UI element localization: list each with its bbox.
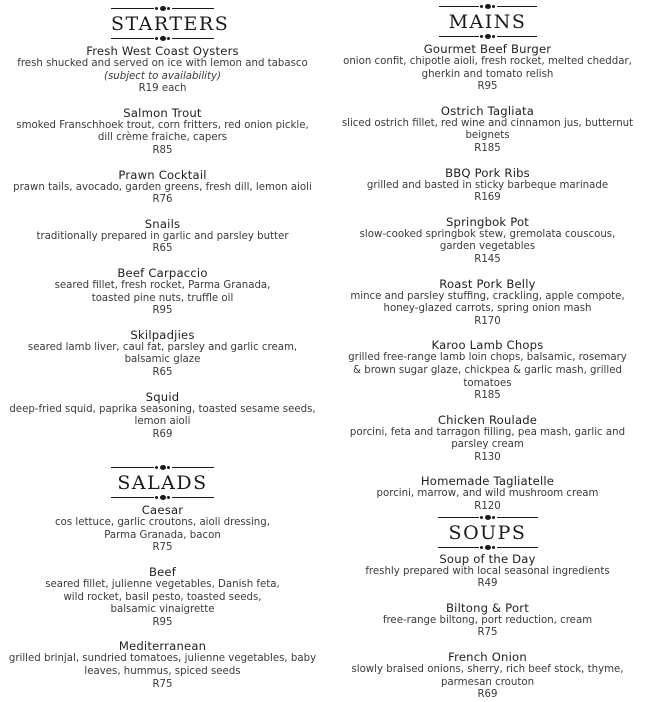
item-description: parmesan crouton [440, 676, 535, 688]
item-description: balsamic glaze [124, 354, 201, 366]
item-description: onion confit, chipotle aioli, fresh rocket, melted cheddar, [343, 56, 632, 67]
item-description: wild rocket, basil pesto, toasted seeds, [63, 591, 262, 603]
section-title-salads: SALADS [117, 472, 208, 495]
item-price: R69 [152, 428, 173, 440]
item-description: seared fillet, fresh rocket, Parma Granada, [54, 279, 271, 291]
mains-header [439, 4, 537, 39]
item-price: R95 [477, 81, 498, 93]
item-description: honey-glazed carrots, spring onion mash [383, 303, 592, 315]
starters-header [111, 6, 230, 41]
left-column [0, 0, 325, 691]
item-price: R65 [152, 366, 173, 378]
item-price: R75 [152, 678, 173, 690]
item-description: toasted pine nuts, truffle oil [91, 292, 234, 304]
item-price: R185 [474, 142, 501, 154]
item-name: Squid [145, 389, 180, 404]
section-title-soups: SOUPS [448, 521, 527, 544]
item-name: Salmon Trout [123, 105, 202, 120]
item-description: seared fillet, julienne vegetables, Danish feta, [45, 579, 280, 591]
item-price: R19 each [138, 83, 187, 95]
item-price: R185 [474, 390, 501, 402]
item-price: R95 [152, 305, 173, 317]
item-price: R49 [477, 578, 498, 590]
item-name: French Onion [448, 650, 527, 665]
menu-item-chicken-roulade [325, 413, 650, 465]
soups-header [438, 515, 538, 550]
item-price: R170 [474, 315, 501, 327]
ornament-divider [111, 6, 214, 11]
menu-item-mediterranean [0, 639, 325, 691]
item-price: R69 [477, 689, 498, 701]
item-description: gherkin and tomato relish [421, 68, 554, 80]
item-name: Homemade Tagliatelle [420, 474, 555, 489]
item-description: slowly braised onions, sherry, rich beef stock, thyme, [351, 664, 624, 676]
item-description: deep-fried squid, paprika seasoning, toasted sesame seeds, [9, 403, 316, 415]
item-description: porcini, feta and tarragon filling, pea mash, garlic and [349, 426, 626, 438]
item-description: freshly prepared with local seasonal ingredients [365, 565, 610, 577]
item-description: fresh shucked and served on ice with lemon and tabasco [17, 58, 308, 69]
menu-item-homemade-tagliatelle [325, 474, 650, 513]
item-name: Prawn Cocktail [118, 167, 207, 182]
menu-item-fresh-west-coast-oysters [0, 44, 325, 96]
item-name: Karoo Lamb Chops [431, 338, 544, 353]
menu-item-squid [0, 390, 325, 442]
item-name: BBQ Pork Ribs [445, 165, 530, 180]
item-name: Mediterranean [118, 639, 207, 654]
ornament-divider [111, 36, 214, 41]
ornament-divider [438, 545, 538, 550]
menu-item-karoo-lamb-chops [325, 338, 650, 402]
item-price: R75 [477, 627, 498, 639]
menu-item-ostrich-tagliata [325, 104, 650, 156]
item-description: garden vegetables [439, 241, 536, 253]
item-name: Skilpadjies [130, 327, 195, 342]
ornament-divider [111, 495, 214, 500]
menu-item-roast-pork-belly [325, 277, 650, 329]
menu-item-french-onion [325, 650, 650, 702]
menu-item-bbq-pork-ribs [325, 166, 650, 205]
menu-item-salmon-trout [0, 106, 325, 158]
item-price: R169 [474, 192, 501, 204]
item-name: Roast Pork Belly [439, 276, 536, 291]
item-description: free-range biltong, port reduction, cream [382, 614, 593, 626]
item-price: R65 [152, 243, 173, 255]
item-description: seared lamb liver, caul fat, parsley and garlic cream, [27, 341, 298, 353]
item-description: leaves, hummus, spiced seeds [84, 666, 241, 678]
item-description: porcini, marrow, and wild mushroom cream [376, 488, 599, 500]
item-name: Ostrich Tagliata [440, 103, 535, 118]
item-price: R75 [152, 542, 173, 554]
item-description: cos lettuce, garlic croutons, aioli dressing, [55, 517, 270, 529]
menu-item-snails [0, 217, 325, 256]
item-price: R95 [152, 616, 173, 628]
item-name: Biltong & Port [446, 600, 529, 615]
item-price: R130 [474, 451, 501, 463]
item-name: Gourmet Beef Burger [423, 42, 552, 56]
item-name: Caesar [141, 503, 184, 518]
menu-item-biltong-and-port [325, 601, 650, 640]
item-description: tomatoes [463, 377, 512, 389]
right-column [325, 0, 650, 702]
menu-item-springbok-pot [325, 215, 650, 267]
menu-item-beef-salad [0, 565, 325, 629]
item-description: grilled free-range lamb loin chops, balsamic, rosemary [348, 352, 627, 364]
item-name: Beef [148, 565, 177, 580]
ornament-divider [439, 34, 537, 39]
menu-item-prawn-cocktail [0, 168, 325, 207]
menu-item-gourmet-beef-burger [325, 42, 650, 94]
item-description: parsley cream [451, 439, 524, 451]
menu-item-caesar [0, 503, 325, 555]
item-description: dill crème fraiche, capers [97, 132, 228, 144]
item-description: mince and parsley stuffing, crackling, apple compote, [350, 290, 625, 302]
ornament-divider [439, 4, 537, 9]
item-price: R85 [152, 144, 173, 156]
menu-item-soup-of-the-day [325, 552, 650, 591]
item-description: & brown sugar glaze, chickpea & garlic mash, grilled [353, 364, 622, 376]
menu-item-skilpadjies [0, 328, 325, 380]
item-description: traditionally prepared in garlic and parsley butter [36, 230, 289, 242]
item-name: Springbok Pot [445, 214, 530, 229]
item-description: prawn tails, avocado, garden greens, fresh dill, lemon aioli [13, 181, 312, 193]
item-price: R120 [474, 501, 501, 513]
item-description: smoked Franschhoek trout, corn fritters, red onion pickle, [16, 119, 309, 131]
item-description: grilled brinjal, sundried tomatoes, julienne vegetables, baby [8, 653, 317, 665]
item-description: lemon aioli [134, 416, 191, 428]
section-title-mains: MAINS [448, 11, 527, 33]
menu-item-beef-carpaccio [0, 266, 325, 318]
section-title-starters: STARTERS [111, 13, 230, 35]
item-name: Chicken Roulade [437, 412, 538, 427]
ornament-divider [111, 465, 214, 470]
item-name: Fresh West Coast Oysters [86, 44, 239, 58]
item-description: Parma Granada, bacon [104, 529, 221, 541]
item-description: beignets [465, 130, 510, 142]
item-name: Snails [144, 216, 181, 231]
item-note: (subject to availability) [104, 70, 221, 82]
item-name: Beef Carpaccio [117, 265, 208, 280]
salads-header [111, 465, 214, 500]
ornament-divider [438, 515, 538, 520]
item-description: sliced ostrich fillet, red wine and cinnamon jus, butternut [341, 117, 634, 129]
item-name: Soup of the Day [439, 551, 536, 566]
item-price: R76 [152, 194, 173, 206]
item-description: slow-cooked springbok stew, gremolata couscous, [359, 228, 616, 240]
item-price: R145 [474, 253, 501, 265]
item-description: balsamic vinaigrette [110, 604, 215, 616]
item-description: grilled and basted in sticky barbeque marinade [366, 179, 609, 191]
